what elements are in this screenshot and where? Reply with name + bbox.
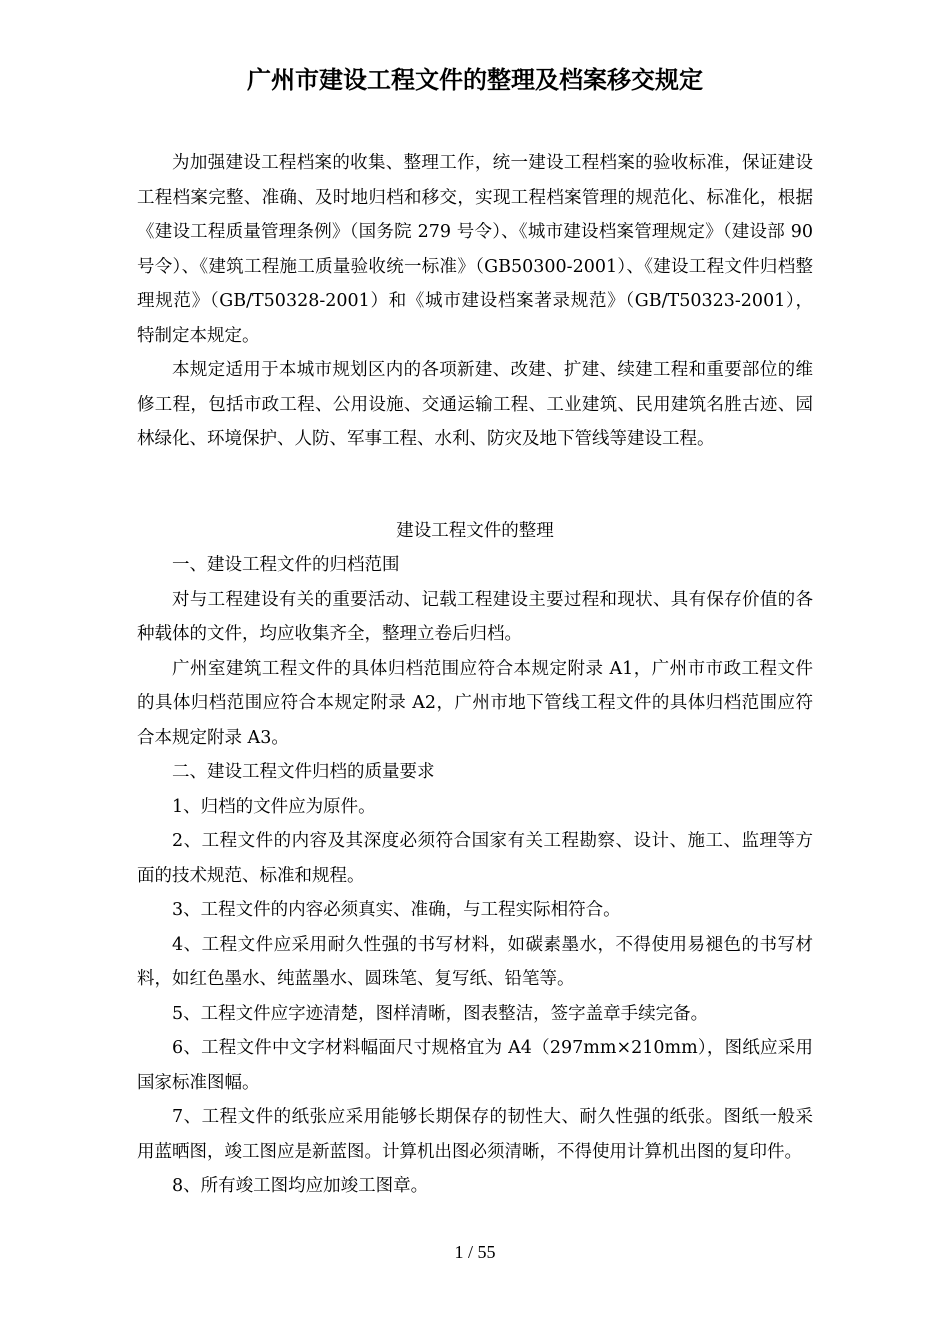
list-item: 8、所有竣工图均应加竣工图章。 [172,1176,429,1196]
subsection-heading: 一、建设工程文件的归档范围 [172,555,400,575]
list-item: 4、工程文件应采用耐久性强的书写材料，如碳素墨水，不得使用易褪色的书写材料，如红色墨水、纯蓝墨水、圆珠笔、复写纸、铅笔等。 [137,934,813,989]
main-section [137,548,813,1204]
list-item: 7、工程文件的纸张应采用能够长期保存的韧性大、耐久性强的纸张。图纸一般采用蓝晒图，竣工图应是新蓝图。计算机出图必须清晰，不得使用计算机出图的复印件。 [137,1107,813,1162]
page-indicator: 1 / 55 [454,1242,496,1262]
list-item: 2、工程文件的内容及其深度必须符合国家有关工程勘察、设计、施工、监理等方面的技术规范、标准和规程。 [137,831,813,886]
intro-paragraph: 为加强建设工程档案的收集、整理工作，统一建设工程档案的验收标准，保证建设工程档案完整、准确、及时地归档和移交，实现工程档案管理的规范化、标准化，根据《建设工程质量管理条例》（国务院 279 号令）、《城市建设档案管理规定》（建设部 90 号令）、《建筑工程施工质量验收统一标准》（GB50300-2001）、《建设工程文件归档整理规范》（GB/T50328-2001）和《城市建设档案著录规范》（GB/T50323-2001），特制定本规定。 [137,153,813,346]
section-title: 建设工程文件的整理 [396,521,554,541]
list-item: 5、工程文件应字迹清楚，图样清晰，图表整洁，签字盖章手续完备。 [172,1003,709,1024]
list-item: 1、归档的文件应为原件。 [172,796,376,817]
document-title: 广州市建设工程文件的整理及档案移交规定 [247,66,703,94]
body-paragraph: 广州室建筑工程文件的具体归档范围应符合本规定附录 A1，广州市市政工程文件的具体归档范围应符合本规定附录 A2，广州市地下管线工程文件的具体归档范围应符合本规定附录 A3。 [137,658,813,748]
list-item: 6、工程文件中文字材料幅面尺寸规格宜为 A4（297mm×210mm），图纸应采用国家标准图幅。 [137,1038,813,1093]
subsection-heading: 二、建设工程文件归档的质量要求 [172,762,435,782]
intro-paragraph: 本规定适用于本城市规划区内的各项新建、改建、扩建、续建工程和重要部位的维修工程，包括市政工程、公用设施、交通运输工程、工业建筑、民用建筑名胜古迹、园林绿化、环境保护、人防、军事工程、水利、防灾及地下管线等建设工程。 [137,360,813,449]
intro-section [137,146,813,457]
list-item: 3、工程文件的内容必须真实、准确，与工程实际相符合。 [172,900,621,920]
body-paragraph: 对与工程建设有关的重要活动、记载工程建设主要过程和现状、具有保存价值的各种载体的文件，均应收集齐全，整理立卷后归档。 [137,589,813,644]
